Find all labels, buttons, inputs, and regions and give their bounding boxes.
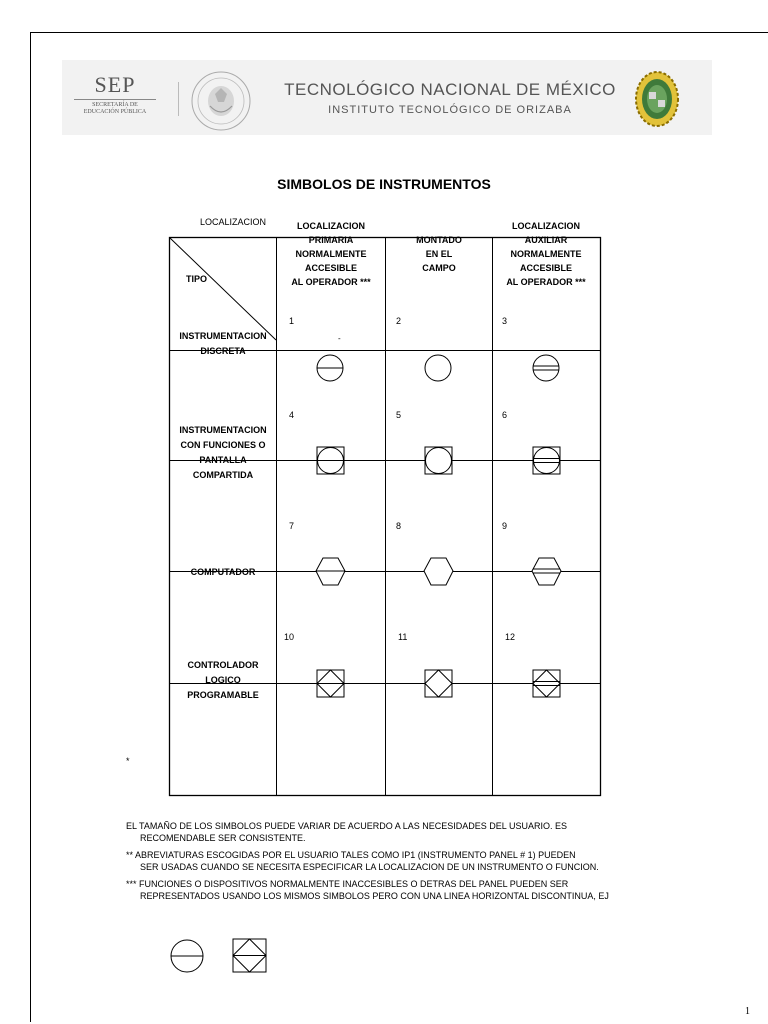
column-header-line: CAMPO [422,263,456,273]
column-header-line: ACCESIBLE [304,263,357,273]
row-label-line: CON FUNCIONES O [180,440,266,450]
column-header-line: NORMALMENTE [510,249,582,259]
cell-number: 10 [284,632,295,642]
mexico-seal-icon [188,70,254,132]
cell-number: 3 [502,316,508,326]
row-label-line: COMPUTADOR [190,567,256,577]
column-header-line: ACCESIBLE [519,263,572,273]
footnote [126,878,746,902]
row-label-line: CONTROLADOR [187,660,259,670]
cell-number: 5 [396,410,402,420]
cell-number: 2 [396,316,402,326]
row-label-line: PANTALLA [199,455,247,465]
cell-number: 6 [502,410,508,420]
row-label-line: PROGRAMABLE [187,690,259,700]
header-divider [178,82,179,116]
tecnm-title: TECNOLÓGICO NACIONAL DE MÉXICO [284,80,616,99]
column-header-line: PRIMARIA [308,235,354,245]
footnote-text: SER USADAS CUANDO SE NECESITA ESPECIFICAR LA LOCALIZACION DE UN INSTRUMENTO O FUNCION. [140,862,599,872]
cell-number: 1 [289,316,295,326]
footnote [126,849,746,873]
sep-logo-rule [74,99,156,100]
column-header-line: LOCALIZACION [512,221,580,231]
row-label-plc [170,658,276,703]
footnotes [126,820,746,907]
cell-number: 12 [505,632,516,642]
tecnm-heading [280,80,620,116]
sep-logo-subtitle-2: EDUCACIÓN PÚBLICA [83,109,147,115]
row-label-line: INSTRUMENTACION [179,425,267,435]
footnote [126,820,746,844]
column-header-line: AL OPERADOR *** [506,277,586,287]
page-number: 1 [745,1006,750,1017]
column-header-line: AUXILIAR [524,235,568,245]
sep-logo-subtitle-1: SECRETARÍA DE [92,102,138,108]
column-header-field [385,233,493,275]
row-label-line: LOGICO [205,675,241,685]
row-label-computer [170,565,276,580]
cell-number: 7 [289,521,295,531]
cell-number: 8 [396,521,402,531]
row-label-discrete [170,329,276,359]
column-header-line: MONTADO [416,235,462,245]
ito-logo-icon [634,70,680,128]
tipo-label: TIPO [186,274,208,284]
footnote-text: RECOMENDABLE SER CONSISTENTE. [140,833,306,843]
footnote-text: REPRESENTADOS USANDO LOS MISMOS SIMBOLOS PERO CON UNA LINEA HORIZONTAL DISCONTINUA, EJ [140,891,609,901]
cell-number: 11 [398,632,408,642]
cell-number: 9 [502,521,508,531]
column-header-line: NORMALMENTE [295,249,367,259]
column-header-auxiliary [492,219,600,289]
footnote-star: * [126,756,130,766]
footnote-text: EL TAMAÑO DE LOS SIMBOLOS PUEDE VARIAR DE ACUERDO A LAS NECESIDADES DEL USUARIO. ES [126,821,567,831]
location-label: LOCALIZACION [200,217,267,227]
column-header-line: EN EL [425,249,453,259]
column-header-line: AL OPERADOR *** [291,277,371,287]
footnote-text: *** FUNCIONES O DISPOSITIVOS NORMALMENTE INACCESIBLES O DETRAS DEL PANEL PUEDEN SER [126,879,569,889]
sep-logo-text: SEP [94,72,136,97]
tecnm-subtitle: INSTITUTO TECNOLÓGICO DE ORIZABA [328,104,572,116]
row-label-line: INSTRUMENTACION [179,331,267,341]
sep-logo [70,74,160,116]
row-label-shared-display [170,423,276,483]
column-header-primary [276,219,386,289]
column-header-line: LOCALIZACION [297,221,365,231]
dash-mark: - [338,334,341,343]
row-label-line: COMPARTIDA [192,470,254,480]
page-title: SIMBOLOS DE INSTRUMENTOS [277,176,491,192]
footnote-text: ** ABREVIATURAS ESCOGIDAS POR EL USUARIO TALES COMO IP1 (INSTRUMENTO PANEL # 1) PUEDEN [126,850,576,860]
row-label-line: DISCRETA [200,346,246,356]
cell-number: 4 [289,410,295,420]
